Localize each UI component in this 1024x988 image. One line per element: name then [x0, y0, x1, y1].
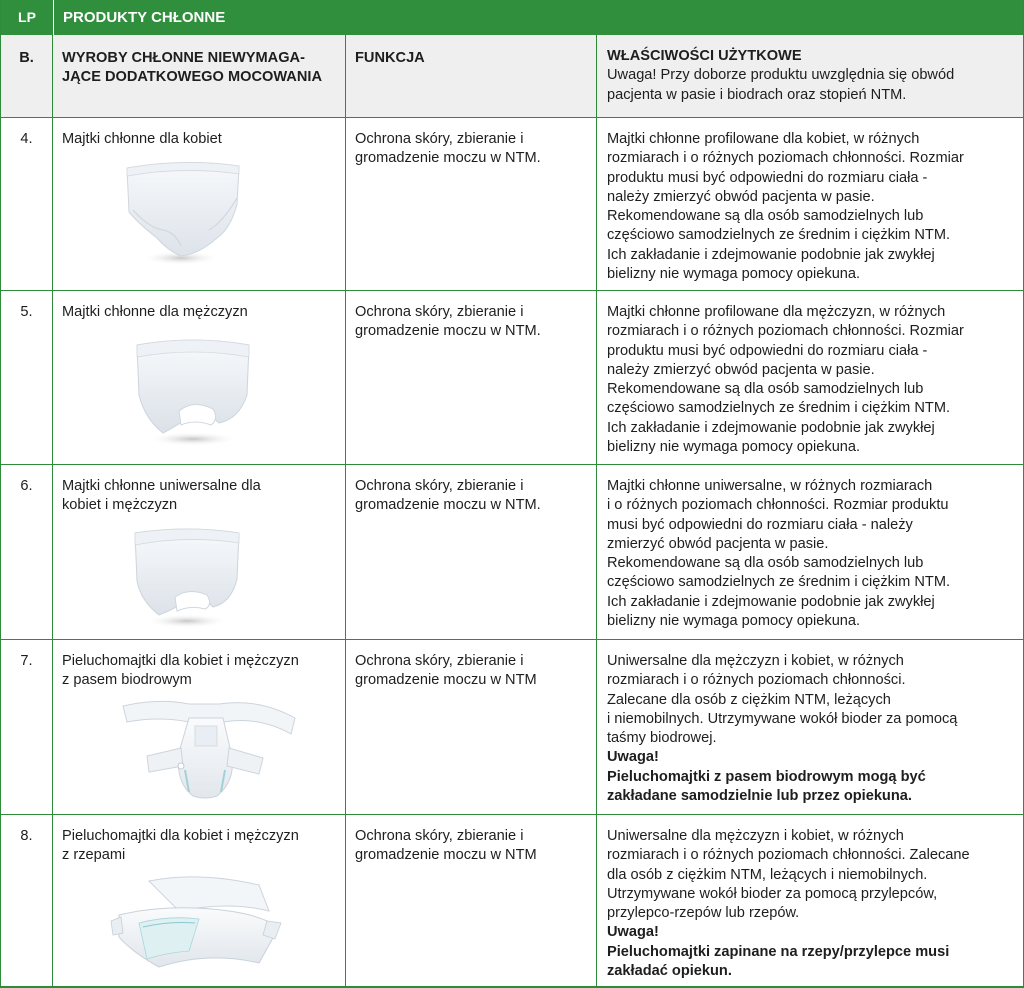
row-properties-line: Uniwersalne dla mężczyzn i kobiet, w różnych: [607, 828, 904, 844]
row-function-cell: [346, 291, 597, 464]
row-product-cell: [53, 118, 346, 290]
header-product-line: JĄCE DODATKOWEGO MOCOWANIA: [62, 69, 322, 86]
lp-label: LP: [1, 0, 54, 35]
row-function-line: gromadzenie moczu w NTM.: [355, 150, 541, 167]
row-properties-line: zmierzyć obwód pacjenta w pasie.: [607, 535, 829, 552]
row-properties-line: rozmiarach i o różnych poziomach chłonności.: [607, 672, 906, 689]
row-properties-line: produktu musi być odpowiedni do rozmiaru ciała -: [607, 342, 928, 359]
row-properties-line: i niemobilnych. Utrzymywane wokół bioder za pomocą: [607, 710, 958, 727]
row-properties-line: bielizny nie wymaga pomocy opiekuna.: [607, 439, 861, 456]
row-properties-line: Majtki chłonne profilowane dla kobiet, w różnych: [607, 131, 920, 147]
row-properties-line: Rekomendowane są dla osób samodzielnych lub: [607, 208, 924, 225]
row-function-line: Ochrona skóry, zbieranie i: [355, 304, 524, 320]
row-properties-line: rozmiarach i o różnych poziomach chłonności. Rozmiar: [607, 323, 964, 340]
row-number: 5.: [1, 291, 53, 464]
briefs-men-image: [123, 333, 263, 451]
diaper-tabs-image: [109, 871, 285, 979]
row-product-cell: [53, 640, 346, 814]
row-properties-line: rozmiarach i o różnych poziomach chłonności. Rozmiar: [607, 150, 964, 167]
row-properties-line: należy zmierzyć obwód pacjenta w pasie.: [607, 361, 875, 378]
row-properties-line: Ich zakładanie i zdejmowanie podobnie jak zwykłej: [607, 593, 935, 610]
row-function-cell: [346, 815, 597, 986]
row-product-name: Pieluchomajtki dla kobiet i mężczyzn: [62, 828, 299, 844]
row-properties-line: Uniwersalne dla mężczyzn i kobiet, w różnych: [607, 653, 904, 669]
header-properties: [597, 35, 1023, 117]
row-function-line: gromadzenie moczu w NTM.: [355, 497, 541, 514]
table-row: [1, 815, 1023, 986]
row-properties-line: bielizny nie wymaga pomocy opiekuna.: [607, 613, 861, 630]
row-properties-line: częściowo samodzielnych ze średnim i ciężkim NTM.: [607, 574, 951, 591]
diaper-belt-image: [119, 696, 297, 804]
row-warning-line: Pieluchomajtki z pasem biodrowym mogą być: [607, 768, 926, 785]
table-title-bar: [1, 0, 1023, 35]
row-product-name: kobiet i mężczyzn: [62, 497, 178, 514]
header-function: FUNKCJA: [346, 35, 597, 117]
row-function-line: Ochrona skóry, zbieranie i: [355, 131, 524, 147]
row-properties-line: Majtki chłonne uniwersalne, w różnych rozmiarach: [607, 478, 933, 494]
header-product: [53, 35, 346, 117]
row-product-name: Majtki chłonne uniwersalne dla: [62, 478, 261, 494]
row-properties-line: należy zmierzyć obwód pacjenta w pasie.: [607, 188, 875, 205]
row-number: 8.: [1, 815, 53, 986]
table-row: [1, 465, 1023, 640]
row-product-name: Pieluchomajtki dla kobiet i mężczyzn: [62, 653, 299, 669]
row-product-name: z rzepami: [62, 847, 126, 864]
row-properties-line: musi być odpowiedni do rozmiaru ciała - należy: [607, 516, 913, 533]
row-properties-line: Zalecane dla osób z ciężkim NTM, leżących: [607, 691, 891, 708]
row-function-line: gromadzenie moczu w NTM: [355, 847, 537, 864]
row-properties-cell: [597, 640, 1023, 814]
briefs-unisex-image: [123, 523, 251, 631]
row-number: 6.: [1, 465, 53, 639]
row-properties-line: produktu musi być odpowiedni do rozmiaru ciała -: [607, 169, 928, 186]
row-properties-line: i o różnych poziomach chłonności. Rozmiar produktu: [607, 497, 949, 514]
row-warning-line: zakładane samodzielnie lub przez opiekuna.: [607, 788, 912, 805]
header-properties-title: WŁAŚCIWOŚCI UŻYTKOWE: [607, 48, 802, 64]
row-warning-line: zakładać opiekun.: [607, 963, 732, 980]
row-warning-line: Pieluchomajtki zapinane na rzepy/przylepce musi: [607, 943, 950, 960]
row-product-cell: [53, 815, 346, 986]
row-properties-line: Ich zakładanie i zdejmowanie podobnie jak zwykłej: [607, 246, 935, 263]
row-function-line: Ochrona skóry, zbieranie i: [355, 653, 524, 669]
table-row: [1, 118, 1023, 291]
row-function-cell: [346, 640, 597, 814]
row-properties-line: przylepco-rzepów lub rzepów.: [607, 905, 800, 922]
row-properties-line: rozmiarach i o różnych poziomach chłonności. Zalecane: [607, 847, 970, 864]
row-properties-line: Rekomendowane są dla osób samodzielnych lub: [607, 555, 924, 572]
row-function-cell: [346, 118, 597, 290]
row-function-line: Ochrona skóry, zbieranie i: [355, 478, 524, 494]
row-function-line: gromadzenie moczu w NTM: [355, 672, 537, 689]
row-properties-line: częściowo samodzielnych ze średnim i ciężkim NTM.: [607, 227, 951, 244]
row-properties-line: taśmy biodrowej.: [607, 730, 717, 747]
row-properties-line: bielizny nie wymaga pomocy opiekuna.: [607, 266, 861, 283]
row-number: 7.: [1, 640, 53, 814]
row-product-name: Majtki chłonne dla mężczyzn: [62, 304, 248, 320]
row-warning-line: Uwaga!: [607, 924, 659, 941]
row-product-name: z pasem biodrowym: [62, 672, 192, 689]
header-product-line: WYROBY CHŁONNE NIEWYMAGA-: [62, 50, 305, 66]
row-number: 4.: [1, 118, 53, 290]
row-properties-line: Rekomendowane są dla osób samodzielnych lub: [607, 381, 924, 398]
row-properties-line: dla osób z ciężkim NTM, leżących i niemobilnych.: [607, 866, 928, 883]
row-properties-cell: [597, 815, 1023, 986]
row-properties-line: Majtki chłonne profilowane dla mężczyzn, w różnych: [607, 304, 946, 320]
table-row: [1, 640, 1023, 815]
header-num: B.: [1, 35, 53, 117]
row-properties-cell: [597, 118, 1023, 290]
row-function-line: gromadzenie moczu w NTM.: [355, 323, 541, 340]
table-title: PRODUKTY CHŁONNE: [63, 9, 226, 26]
briefs-women-image: [119, 158, 249, 270]
row-function-cell: [346, 465, 597, 639]
header-properties-note: Uwaga! Przy doborze produktu uwzględnia się obwód: [607, 67, 955, 84]
row-properties-line: częściowo samodzielnych ze średnim i ciężkim NTM.: [607, 400, 951, 417]
row-properties-cell: [597, 465, 1023, 639]
row-warning-line: Uwaga!: [607, 749, 659, 766]
row-properties-cell: [597, 291, 1023, 464]
row-function-line: Ochrona skóry, zbieranie i: [355, 828, 524, 844]
row-product-cell: [53, 465, 346, 639]
row-product-name: Majtki chłonne dla kobiet: [62, 131, 222, 147]
column-header-row: [1, 35, 1023, 118]
row-properties-line: Utrzymywane wokół bioder za pomocą przylepców,: [607, 885, 938, 902]
header-properties-note: pacjenta w pasie i biodrach oraz stopień NTM.: [607, 86, 907, 103]
row-properties-line: Ich zakładanie i zdejmowanie podobnie jak zwykłej: [607, 419, 935, 436]
row-product-cell: [53, 291, 346, 464]
table-row: [1, 291, 1023, 465]
